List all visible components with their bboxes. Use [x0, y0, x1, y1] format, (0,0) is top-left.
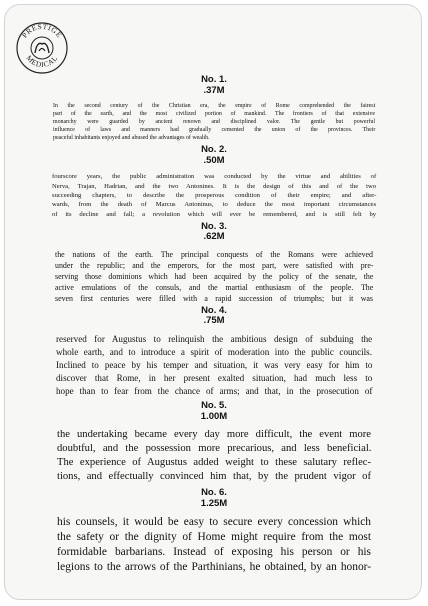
section-heading	[5, 142, 422, 165]
paragraph-line: tions, and effectually convinced him that, by the prudent vigor of	[57, 471, 371, 483]
section-paragraph	[5, 428, 422, 484]
section-heading	[5, 397, 422, 421]
text-sections	[5, 69, 422, 575]
paragraph-line: active emulations of the consuls, and the martial enthusiasm of the people. The	[55, 282, 374, 292]
paragraph-line: The experience of Augustus added weight to these salutary reflec-	[57, 457, 371, 469]
svg-text:MEDICAL	[25, 53, 60, 69]
section-5	[5, 397, 422, 484]
section-1	[5, 69, 422, 142]
paragraph-line: discover that Rome, in her present exalted situation, had much less to	[56, 372, 373, 383]
paragraph-line: under the republic; and the emperors, for the most part, were satisfied with pre-	[55, 260, 374, 270]
section-size: 1.00M	[200, 410, 228, 422]
paragraph-line: whole earth, and to introduce a spirit of moderation into the public councils.	[56, 346, 372, 357]
paragraph-line: wards, from the death of Marcus Antoninus, to deduce the most important circumstances	[52, 201, 377, 209]
paragraph-line: peaceful inhabitants enjoyed and abused the advantages of wealth.	[53, 135, 210, 142]
paragraph-line: formidable barbarians. Instead of exposing his person or his	[57, 546, 371, 559]
section-heading	[5, 484, 422, 508]
section-number: No. 3.	[201, 220, 227, 232]
section-heading	[5, 69, 422, 95]
section-size: .50M	[203, 154, 225, 166]
paragraph-line: the nations of the earth. The principal conquests of the Romans were achieved	[55, 249, 373, 259]
section-paragraph	[5, 172, 422, 218]
section-paragraph	[5, 333, 422, 398]
section-4	[5, 304, 422, 398]
section-size: 1.25M	[200, 497, 228, 509]
paragraph-line: In the second century of the Christian era, the empire of Rome comprehended the fairest	[53, 103, 376, 109]
logo-bottom-text: MEDICAL	[24, 53, 60, 70]
section-number: No. 1.	[201, 74, 227, 85]
section-paragraph	[5, 249, 422, 304]
section-number: No. 5.	[201, 400, 227, 412]
paragraph-line: monarchy were guarded by ancient renown and disciplined valor. The gentle but powerful	[53, 119, 376, 126]
section-size: .62M	[203, 231, 225, 243]
section-number: No. 4.	[201, 304, 227, 316]
paragraph-line: the undertaking became every day more difficult, the event more	[57, 429, 371, 441]
section-heading	[5, 304, 422, 326]
paragraph-line: his counsels, it would be easy to secure every concession which	[57, 516, 371, 529]
paragraph-line: legions to the arrows of the Parthinians, he obtained, by an honor-	[57, 561, 371, 574]
paragraph-line: Inclined to peace by his temper and situation, it was very easy for him to	[56, 359, 373, 370]
paragraph-line: hope than to fear from the chance of arms; and that, in the prosecution of	[56, 385, 373, 396]
logo-top-text: PRESTIGE	[19, 21, 65, 40]
paragraph-line: reserved for Augustus to relinquish the ambitious design of subduing the	[56, 333, 373, 344]
section-heading	[5, 219, 422, 242]
paragraph-line: influence of laws and manners had gradually cemented the union of the provinces. Their	[53, 127, 376, 134]
paragraph-line: seven first centuries were filled with a rapid succession of triumphs; but it was	[55, 293, 373, 303]
paragraph-line: part of the earth, and the most civilized portion of mankind. The frontiers of that extensive	[53, 111, 376, 118]
prestige-medical-logo-icon	[15, 21, 69, 75]
section-size: .75M	[203, 315, 225, 327]
paragraph-line: Nerva, Trajan, Hadrian, and the two Antonines. It is the design of this and of the two	[52, 182, 377, 190]
section-size: .37M	[203, 84, 225, 96]
paragraph-line: serving those dominions which had been acquired by the policy of the senate, the	[55, 271, 374, 281]
section-2	[5, 142, 422, 218]
paragraph-line: the safety or the dignity of Home might require from the most	[57, 531, 371, 544]
section-paragraph	[5, 102, 422, 142]
section-paragraph	[5, 515, 422, 575]
paragraph-line: doubtful, and the possession more precarious, and less beneficial.	[57, 443, 372, 455]
section-number: No. 2.	[201, 144, 227, 156]
section-6	[5, 484, 422, 575]
paragraph-line: fourscore years, the public administration was conducted by the virtue and abilities of	[52, 173, 377, 181]
section-number: No. 6.	[201, 487, 227, 499]
paragraph-line: of its decline and fall; a revolution which will ever be remembered, and is still felt by	[52, 210, 377, 218]
reading-card	[4, 4, 422, 600]
paragraph-line: succeeding chapters, to describe the prosperous condition of their empire; and after-	[52, 192, 377, 200]
section-3	[5, 219, 422, 304]
